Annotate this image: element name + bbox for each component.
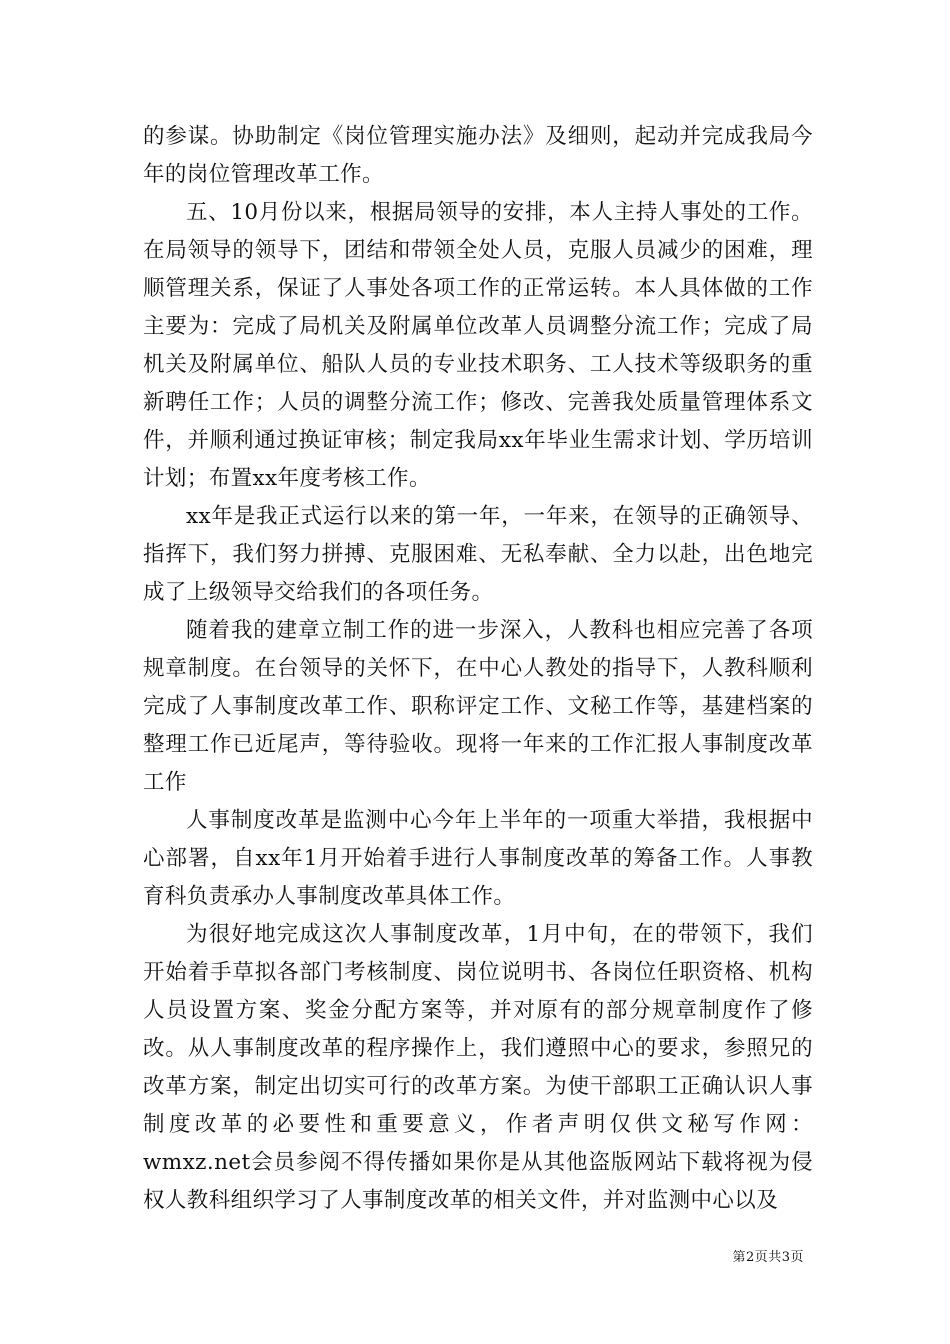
paragraph-4: 随着我的建章立制工作的进一步深入，人教科也相应完善了各项规章制度。在台领导的关怀下，在中心人教处的指导下，人教科顺利完成了人事制度改革工作、职称评定工作、文秘工作等，基建档案的整理工作已近尾声，等待验收。现将一年来的工作汇报人事制度改革工作 (143, 618, 813, 795)
paragraph-2: 五、10月份以来，根据局领导的安排，本人主持人事处的工作。在局领导的领导下，团结和带领全处人员，克服人员减少的困难，理顺管理关系，保证了人事处各项工作的正常运转。本人具体做的工作主要为：完成了局机关及附属单位改革人员调整分流工作；完成了局机关及附属单位、船队人员的专业技术职务、工人技术等级职务的重新聘任工作；人员的调整分流工作；修改、完善我处质量管理体系文件，并顺利通过换证审核；制定我局xx年毕业生需求计划、学历培训计划；布置xx年度考核工作。 (143, 200, 813, 491)
paragraph-5: 人事制度改革是监测中心今年上半年的一项重大举措，我根据中心部署，自xx年1月开始着手进行人事制度改革的筹备工作。人事教育科负责承办人事制度改革具体工作。 (143, 808, 813, 909)
document-body (143, 118, 813, 1220)
paragraph-6: 为很好地完成这次人事制度改革，1月中旬，在的带领下，我们开始着手草拟各部门考核制度、岗位说明书、各岗位任职资格、机构人员设置方案、奖金分配方案等，并对原有的部分规章制度作了修改。从人事制度改革的程序操作上，我们遵照中心的要求，参照兄的改革方案，制定出切实可行的改革方案。为使干部职工正确认识人事制度改革的必要性和重要意义，作者声明仅供文秘写作网：wmxz.net会员参阅不得传播如果你是从其他盗版网站下载将视为侵权人教科组织学习了人事制度改革的相关文件，并对监测中心以及 (143, 922, 813, 1213)
paragraph-3: xx年是我正式运行以来的第一年，一年来，在领导的正确领导、指挥下，我们努力拼搏、克服困难、无私奉献、全力以赴，出色地完成了上级领导交给我们的各项任务。 (143, 504, 813, 605)
paragraph-1: 的参谋。协助制定《岗位管理实施办法》及细则，起动并完成我局今年的岗位管理改革工作。 (143, 124, 813, 187)
page-number: 第2页共3页 (732, 1250, 804, 1265)
